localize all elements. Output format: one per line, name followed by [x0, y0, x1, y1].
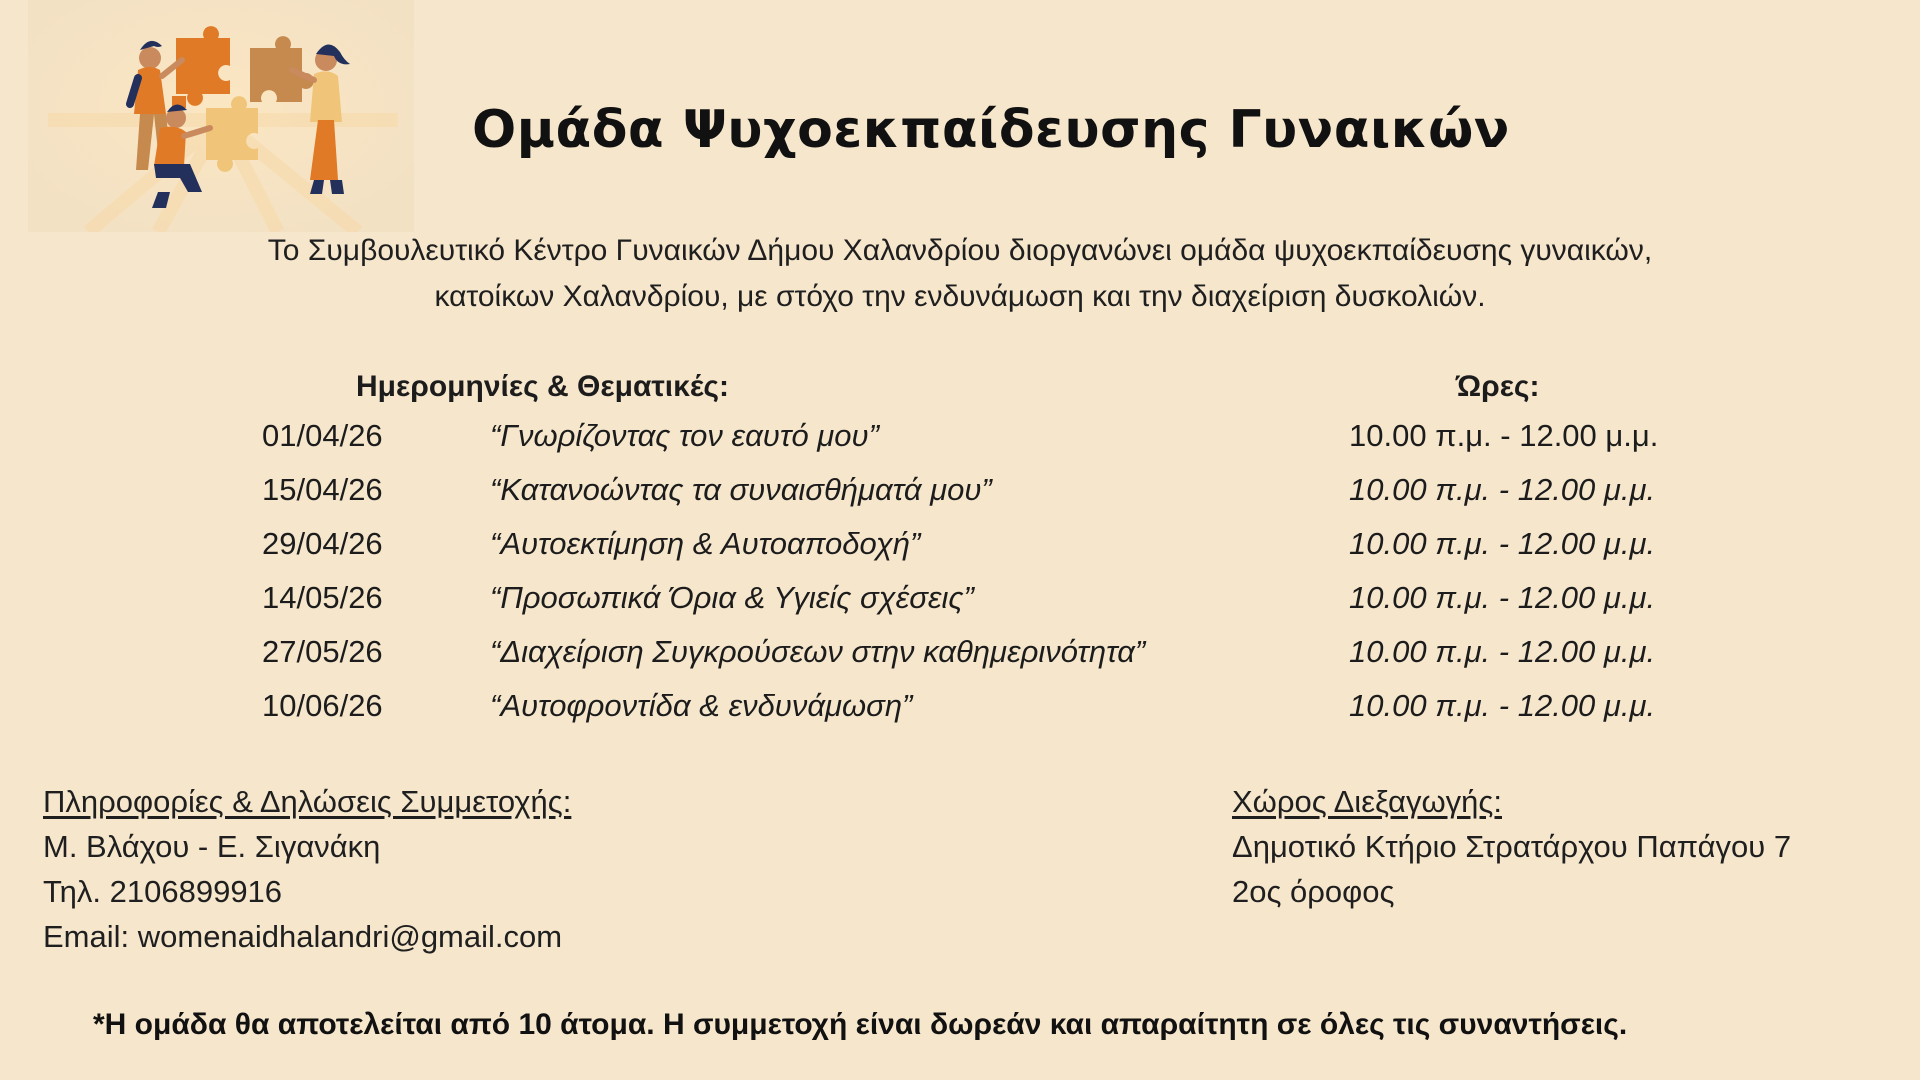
contact-heading: Πληροφορίες & Δηλώσεις Συμμετοχής: — [43, 784, 572, 819]
session-topic: “Διαχείριση Συγκρούσεων στην καθημερινότητα” — [490, 634, 1146, 669]
session-topic: “Αυτοφροντίδα & ενδυνάμωση” — [490, 688, 913, 723]
session-date: 27/05/26 — [262, 634, 383, 669]
session-hours: 10.00 π.μ. - 12.00 μ.μ. — [1349, 580, 1656, 615]
session-date: 01/04/26 — [262, 418, 383, 453]
schedule-row — [0, 418, 1920, 462]
session-topic: “Προσωπικά Όρια & Υγιείς σχέσεις” — [490, 580, 974, 615]
session-hours: 10.00 π.μ. - 12.00 μ.μ. — [1349, 418, 1659, 453]
schedule-row — [0, 634, 1920, 678]
session-date: 29/04/26 — [262, 526, 383, 561]
hours-header: Ώρες: — [1456, 370, 1540, 403]
contact-names: Μ. Βλάχου - Ε. Σιγανάκη — [43, 829, 381, 864]
session-date: 14/05/26 — [262, 580, 383, 615]
intro-text-line-2: κατοίκων Χαλανδρίου, με στόχο την ενδυνάμωση και την διαχείριση δυσκολιών. — [434, 280, 1486, 313]
footnote: *Η ομάδα θα αποτελείται από 10 άτομα. Η συμμετοχή είναι δωρεάν και απαραίτητη σε όλες τις συναντήσεις. — [93, 1008, 1628, 1041]
schedule-row — [0, 526, 1920, 570]
session-hours: 10.00 π.μ. - 12.00 μ.μ. — [1349, 634, 1656, 669]
contact-email: Email: womenaidhalandri@gmail.com — [43, 919, 563, 954]
session-topic: “Κατανοώντας τα συναισθήματά μου” — [490, 472, 992, 507]
dates-topics-header: Ημερομηνίες & Θεματικές: — [356, 370, 729, 403]
puzzle-team-illustration — [28, 0, 414, 232]
session-date: 10/06/26 — [262, 688, 383, 723]
schedule-row — [0, 472, 1920, 516]
venue-floor: 2ος όροφος — [1232, 874, 1395, 909]
session-hours: 10.00 π.μ. - 12.00 μ.μ. — [1349, 688, 1656, 723]
session-date: 15/04/26 — [262, 472, 383, 507]
intro-text-line-1: Το Συμβουλευτικό Κέντρο Γυναικών Δήμου Χαλανδρίου διοργανώνει ομάδα ψυχοεκπαίδευσης γυναικών, — [267, 234, 1653, 267]
venue-heading: Χώρος Διεξαγωγής: — [1232, 784, 1502, 819]
session-topic: “Αυτοεκτίμηση & Αυτοαποδοχή” — [490, 526, 921, 561]
session-hours: 10.00 π.μ. - 12.00 μ.μ. — [1349, 526, 1656, 561]
contact-phone: Τηλ. 2106899916 — [43, 874, 283, 909]
schedule-row — [0, 580, 1920, 624]
page-title: Ομάδα Ψυχοεκπαίδευσης Γυναικών — [472, 100, 1510, 160]
venue-address: Δημοτικό Κτήριο Στρατάρχου Παπάγου 7 — [1232, 829, 1792, 864]
session-topic: “Γνωρίζοντας τον εαυτό μου” — [490, 418, 879, 453]
session-hours: 10.00 π.μ. - 12.00 μ.μ. — [1349, 472, 1656, 507]
schedule-row — [0, 688, 1920, 732]
